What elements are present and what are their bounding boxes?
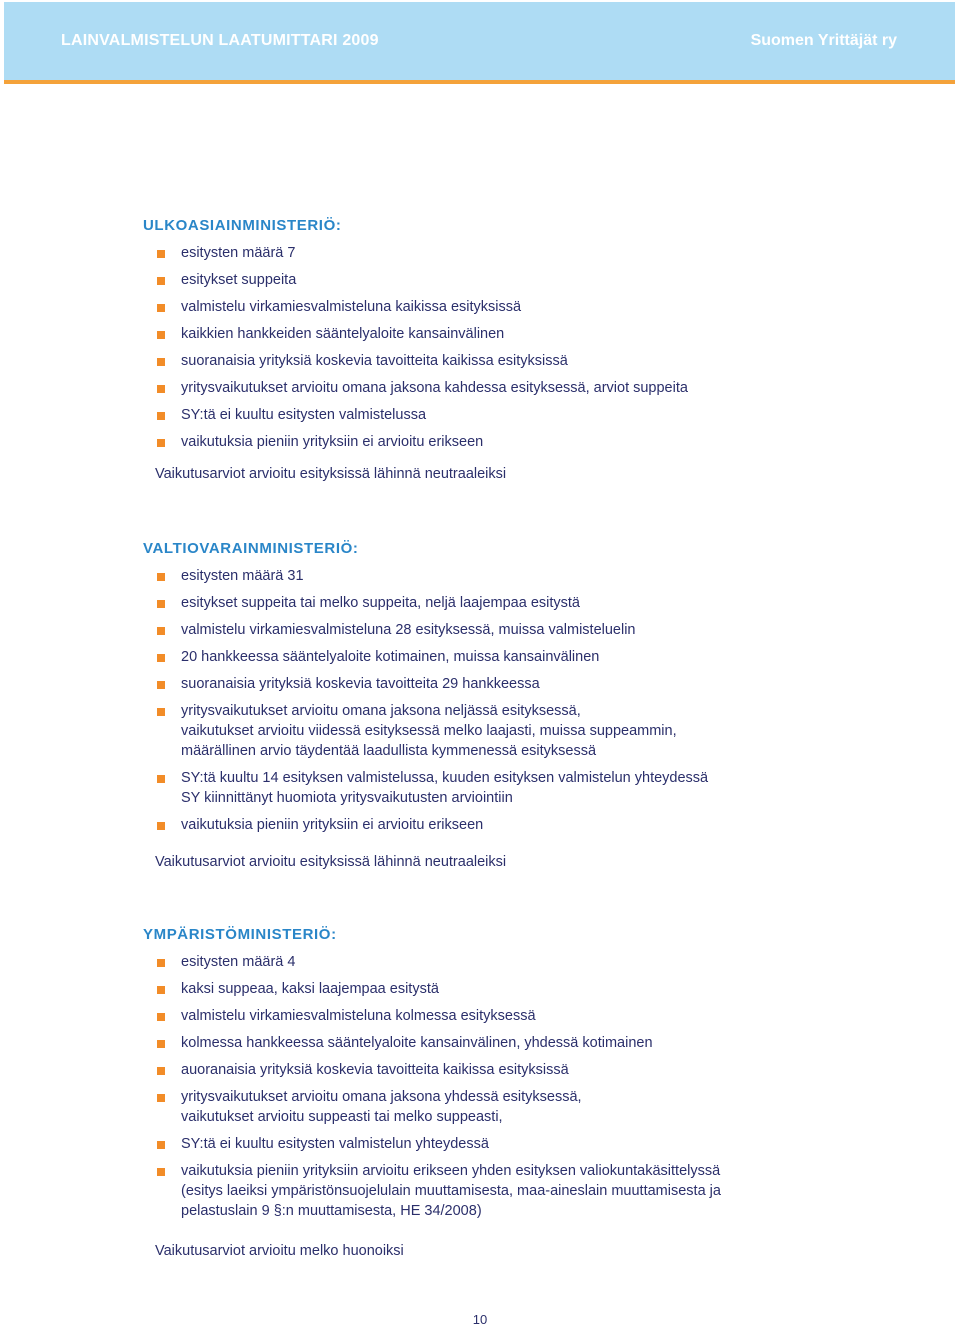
list-item	[143, 270, 923, 290]
square-bullet-icon	[157, 959, 165, 967]
list-item	[143, 952, 923, 972]
list-item	[143, 297, 923, 317]
square-bullet-icon	[157, 775, 165, 783]
list-item-text: valmistelu virkamiesvalmisteluna 28 esityksessä, muissa valmisteluelin	[181, 622, 636, 638]
list-item	[143, 647, 923, 667]
list-item-text: määrällinen arvio täydentää laadullista kymmenessä esityksessä	[181, 743, 597, 759]
header-title: LAINVALMISTELUN LAATUMITTARI 2009	[61, 32, 379, 49]
square-bullet-icon	[157, 1141, 165, 1149]
square-bullet-icon	[157, 385, 165, 393]
list-item-text: esitykset suppeita tai melko suppeita, neljä laajempaa esitystä	[181, 595, 580, 611]
list-item-text: suoranaisia yrityksiä koskevia tavoitteita kaikissa esityksissä	[181, 353, 568, 369]
list-item-text: kaikkien hankkeiden sääntelyaloite kansainvälinen	[181, 326, 505, 342]
section-title: ULKOASIAINMINISTERIÖ:	[143, 217, 342, 234]
square-bullet-icon	[157, 358, 165, 366]
bullet-list	[143, 566, 923, 835]
list-item-text: valmistelu virkamiesvalmisteluna kolmessa esityksessä	[181, 1008, 536, 1024]
page-number: 10	[472, 1312, 488, 1327]
square-bullet-icon	[157, 1067, 165, 1075]
square-bullet-icon	[157, 654, 165, 662]
list-item-text: suoranaisia yrityksiä koskevia tavoitteita 29 hankkeessa	[181, 676, 540, 692]
list-item-text: valmistelu virkamiesvalmisteluna kaikissa esityksissä	[181, 299, 522, 315]
header-organization: Suomen Yrittäjät ry	[750, 32, 897, 49]
square-bullet-icon	[157, 1040, 165, 1048]
square-bullet-icon	[157, 1013, 165, 1021]
list-item-text: esitysten määrä 7	[181, 245, 296, 261]
page-header	[4, 2, 955, 80]
section-summary: Vaikutusarviot arvioitu esityksissä lähinnä neutraaleiksi	[155, 854, 507, 870]
section-ymparistoministerio	[143, 926, 923, 1259]
list-item	[143, 432, 923, 452]
list-item-text: esitysten määrä 4	[181, 954, 296, 970]
list-item	[143, 566, 923, 586]
list-item-text: yritysvaikutukset arvioitu omana jaksona kahdessa esityksessä, arviot suppeita	[181, 380, 688, 396]
square-bullet-icon	[157, 1168, 165, 1176]
bullet-list	[143, 243, 923, 452]
list-item	[143, 1134, 923, 1154]
square-bullet-icon	[157, 986, 165, 994]
list-item	[143, 405, 923, 425]
list-item	[143, 674, 923, 694]
list-item-text: vaikutuksia pieniin yrityksiin arvioitu erikseen yhden esityksen valiokuntakäsittelyssä	[181, 1163, 721, 1179]
list-item-text: vaikutuksia pieniin yrityksiin ei arvioitu erikseen	[181, 817, 484, 833]
list-item-text: SY kiinnittänyt huomiota yritysvaikutusten arviointiin	[181, 790, 513, 806]
list-item-text: auoranaisia yrityksiä koskevia tavoitteita kaikissa esityksissä	[181, 1062, 569, 1078]
list-item-text: vaikutukset arvioitu viidessä esityksessä melko laajasti, muissa suppeammin,	[181, 723, 677, 739]
list-item-text: pelastuslain 9 §:n muuttamisesta, HE 34/2008)	[181, 1203, 482, 1219]
section-title: YMPÄRISTÖMINISTERIÖ:	[143, 926, 337, 943]
list-item-text: (esitys laeiksi ympäristönsuojelulain muuttamisesta, maa-aineslain muuttamisesta ja	[181, 1183, 721, 1199]
bullet-list	[143, 952, 923, 1221]
square-bullet-icon	[157, 412, 165, 420]
list-item-text: esitykset suppeita	[181, 272, 297, 288]
list-item	[143, 620, 923, 640]
list-item-text: kaksi suppeaa, kaksi laajempaa esitystä	[181, 981, 439, 997]
square-bullet-icon	[157, 304, 165, 312]
section-summary: Vaikutusarviot arvioitu melko huonoiksi	[155, 1243, 404, 1259]
list-item-text: SY:tä kuultu 14 esityksen valmistelussa, kuuden esityksen valmistelun yhteydessä	[181, 770, 709, 786]
list-item-text: SY:tä ei kuultu esitysten valmistelun yhteydessä	[181, 1136, 489, 1152]
list-item-text: esitysten määrä 31	[181, 568, 304, 584]
square-bullet-icon	[157, 681, 165, 689]
list-item	[143, 701, 923, 761]
section-title: VALTIOVARAINMINISTERIÖ:	[143, 540, 359, 557]
list-item	[143, 815, 923, 835]
square-bullet-icon	[157, 600, 165, 608]
list-item-text: vaikutuksia pieniin yrityksiin ei arvioitu erikseen	[181, 434, 484, 450]
list-item	[143, 768, 923, 808]
list-item	[143, 243, 923, 263]
square-bullet-icon	[157, 331, 165, 339]
list-item	[143, 1161, 923, 1221]
square-bullet-icon	[157, 627, 165, 635]
list-item-text: 20 hankkeessa sääntelyaloite kotimainen, muissa kansainvälinen	[181, 649, 600, 665]
list-item	[143, 593, 923, 613]
list-item	[143, 1033, 923, 1053]
square-bullet-icon	[157, 708, 165, 716]
square-bullet-icon	[157, 277, 165, 285]
list-item	[143, 1087, 923, 1127]
square-bullet-icon	[157, 439, 165, 447]
section-summary: Vaikutusarviot arvioitu esityksissä lähinnä neutraaleiksi	[155, 466, 507, 482]
list-item-text: kolmessa hankkeessa sääntelyaloite kansainvälinen, yhdessä kotimainen	[181, 1035, 653, 1051]
section-valtiovarainministerio	[143, 540, 923, 870]
list-item	[143, 1060, 923, 1080]
list-item	[143, 1006, 923, 1026]
list-item	[143, 378, 923, 398]
section-ulkoasiainministerio	[143, 217, 923, 482]
list-item	[143, 351, 923, 371]
square-bullet-icon	[157, 573, 165, 581]
list-item	[143, 324, 923, 344]
list-item	[143, 979, 923, 999]
square-bullet-icon	[157, 822, 165, 830]
square-bullet-icon	[157, 250, 165, 258]
list-item-text: yritysvaikutukset arvioitu omana jaksona yhdessä esityksessä,	[181, 1089, 582, 1105]
square-bullet-icon	[157, 1094, 165, 1102]
header-divider	[4, 80, 955, 84]
list-item-text: SY:tä ei kuultu esitysten valmistelussa	[181, 407, 427, 423]
list-item-text: yritysvaikutukset arvioitu omana jaksona neljässä esityksessä,	[181, 703, 581, 719]
list-item-text: vaikutukset arvioitu suppeasti tai melko suppeasti,	[181, 1109, 503, 1125]
